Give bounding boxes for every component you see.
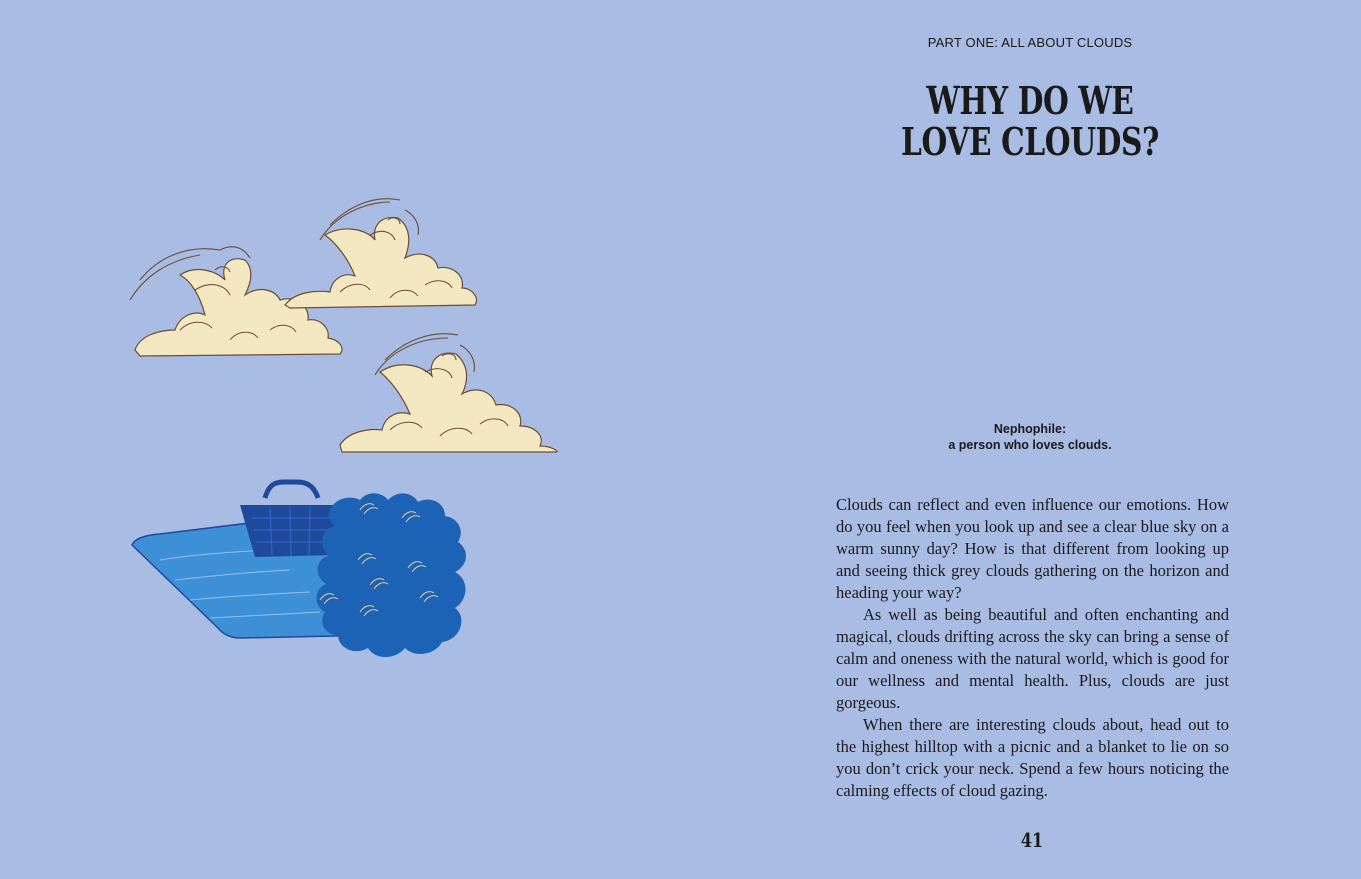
- page-title-line-2: LOVE CLOUDS?: [901, 119, 1159, 164]
- section-label: PART ONE: ALL ABOUT CLOUDS: [927, 35, 1133, 50]
- definition: [880, 421, 1180, 453]
- illustration: [120, 180, 580, 680]
- body-paragraph: As well as being beautiful and often enchanting and magical, clouds drifting across the sky can bring a sense of calm and oneness with the natural world, which is good for our wellness and mental health. Plus, clouds are just gorgeous.: [836, 605, 1229, 712]
- page-title-line-1: WHY DO WE: [926, 78, 1134, 123]
- body-text: [836, 494, 1229, 802]
- definition-text: a person who loves clouds.: [948, 438, 1112, 452]
- cream-cloud-icon: [340, 334, 557, 452]
- cream-cloud-icon: [285, 199, 477, 308]
- illustration-svg: [120, 180, 580, 680]
- body-paragraph: When there are interesting clouds about, head out to the highest hilltop with a picnic and a blanket to lie on so you don’t crick your neck. Spend a few hours noticing the calming effects of cloud gazing.: [836, 715, 1229, 800]
- body-paragraph: Clouds can reflect and even influence our emotions. How do you feel when you look up and see a clear blue sky on a warm sunny day? How is that different from looking up and seeing thick grey clouds gathering on the horizon and heading your way?: [836, 495, 1229, 602]
- blue-cloud-icon: [316, 493, 466, 657]
- page-number: 41: [1020, 828, 1044, 852]
- page-title: [897, 80, 1162, 162]
- definition-term: Nephophile:: [993, 422, 1067, 436]
